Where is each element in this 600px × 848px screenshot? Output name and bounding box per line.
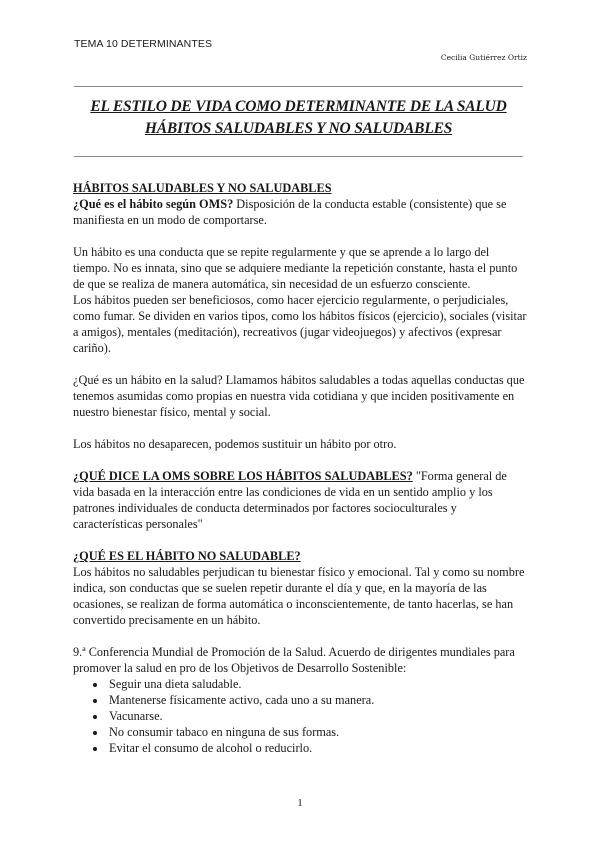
who-answer: Disposición de la conducta estable (consistente) que se manifiesta en un modo de comportarse. — [73, 197, 507, 227]
paragraph-who-says — [73, 468, 529, 532]
who-question: ¿Qué es el hábito según OMS? — [73, 197, 234, 211]
paragraph-conference: 9.ª Conferencia Mundial de Promoción de la Salud. Acuerdo de dirigentes mundiales para promover la salud en pro de los Objetivos de Desarrollo Sostenible: — [73, 645, 515, 675]
paragraph-who-definition — [73, 196, 529, 228]
title-rule-bottom — [74, 156, 523, 157]
list-item: • Seguir una dieta saludable. — [107, 676, 529, 692]
header-topic: TEMA 10 DETERMINANTES — [74, 38, 213, 50]
section-heading-unhealthy: ¿QUÉ ES EL HÁBITO NO SALUDABLE? — [73, 549, 301, 563]
paragraph-unhealthy: Los hábitos no saludables perjudican tu bienestar físico y emocional. Tal y como su nombre indica, son conductas que se suelen repetir durante el día y que, en la mayoría de las ocasiones, se realizan de forma automática o inconscientemente, de tanto hacerlas, se han convertido precisamente en un hábito. — [73, 565, 525, 627]
section-heading-habits: HÁBITOS SALUDABLES Y NO SALUDABLES — [73, 181, 332, 195]
list-item: • No consumir tabaco en ninguna de sus formas. — [107, 724, 529, 740]
list-item: • Vacunarse. — [107, 708, 529, 724]
paragraph-replace: Los hábitos no desaparecen, podemos sustituir un hábito por otro. — [73, 437, 397, 451]
document-body — [73, 180, 529, 756]
page-number: 1 — [297, 797, 303, 809]
document-title: EL ESTILO DE VIDA COMO DETERMINANTE DE LA SALUD HÁBITOS SALUDABLES Y NO SALUDABLES — [90, 98, 507, 137]
list-item: • Evitar el consumo de alcohol o reducirlo. — [107, 740, 529, 756]
paragraph-health-habit: ¿Qué es un hábito en la salud? Llamamos hábitos saludables a todas aquellas conductas que tenemos asumidas como propias en nuestra vida cotidiana y que inciden positivamente en nuestro bienestar físico, mental y social. — [73, 373, 525, 419]
who-quote: "Forma general de vida basada en la interacción entre las condiciones de vida en un sentido amplio y los patrones individuales de conducta determinados por factores socioculturales y características personales" — [73, 469, 507, 531]
title-rule-top — [74, 86, 523, 87]
header-author: Cecilia Gutiérrez Ortiz — [440, 53, 527, 62]
section-heading-who: ¿QUÉ DICE LA OMS SOBRE LOS HÁBITOS SALUDABLES? — [73, 469, 413, 483]
recommendations-list — [73, 676, 529, 756]
paragraph-habit: Un hábito es una conducta que se repite regularmente y que se aprende a lo largo del tiempo. No es innata, sino que se adquiere mediante la repetición constante, hasta el punto de que se realiza de manera automática, sin necesidad de un esfuerzo consciente. — [73, 245, 518, 291]
paragraph-types: Los hábitos pueden ser beneficiosos, como hacer ejercicio regularmente, o perjudiciales, como fumar. Se dividen en varios tipos, como los hábitos físicos (ejercicio), sociales (visitar a amigos), mentales (meditación), recreativos (jugar videojuegos) y afectivos (expresar cariño). — [73, 293, 527, 355]
list-item: • Mantenerse físicamente activo, cada uno a su manera. — [107, 692, 529, 708]
